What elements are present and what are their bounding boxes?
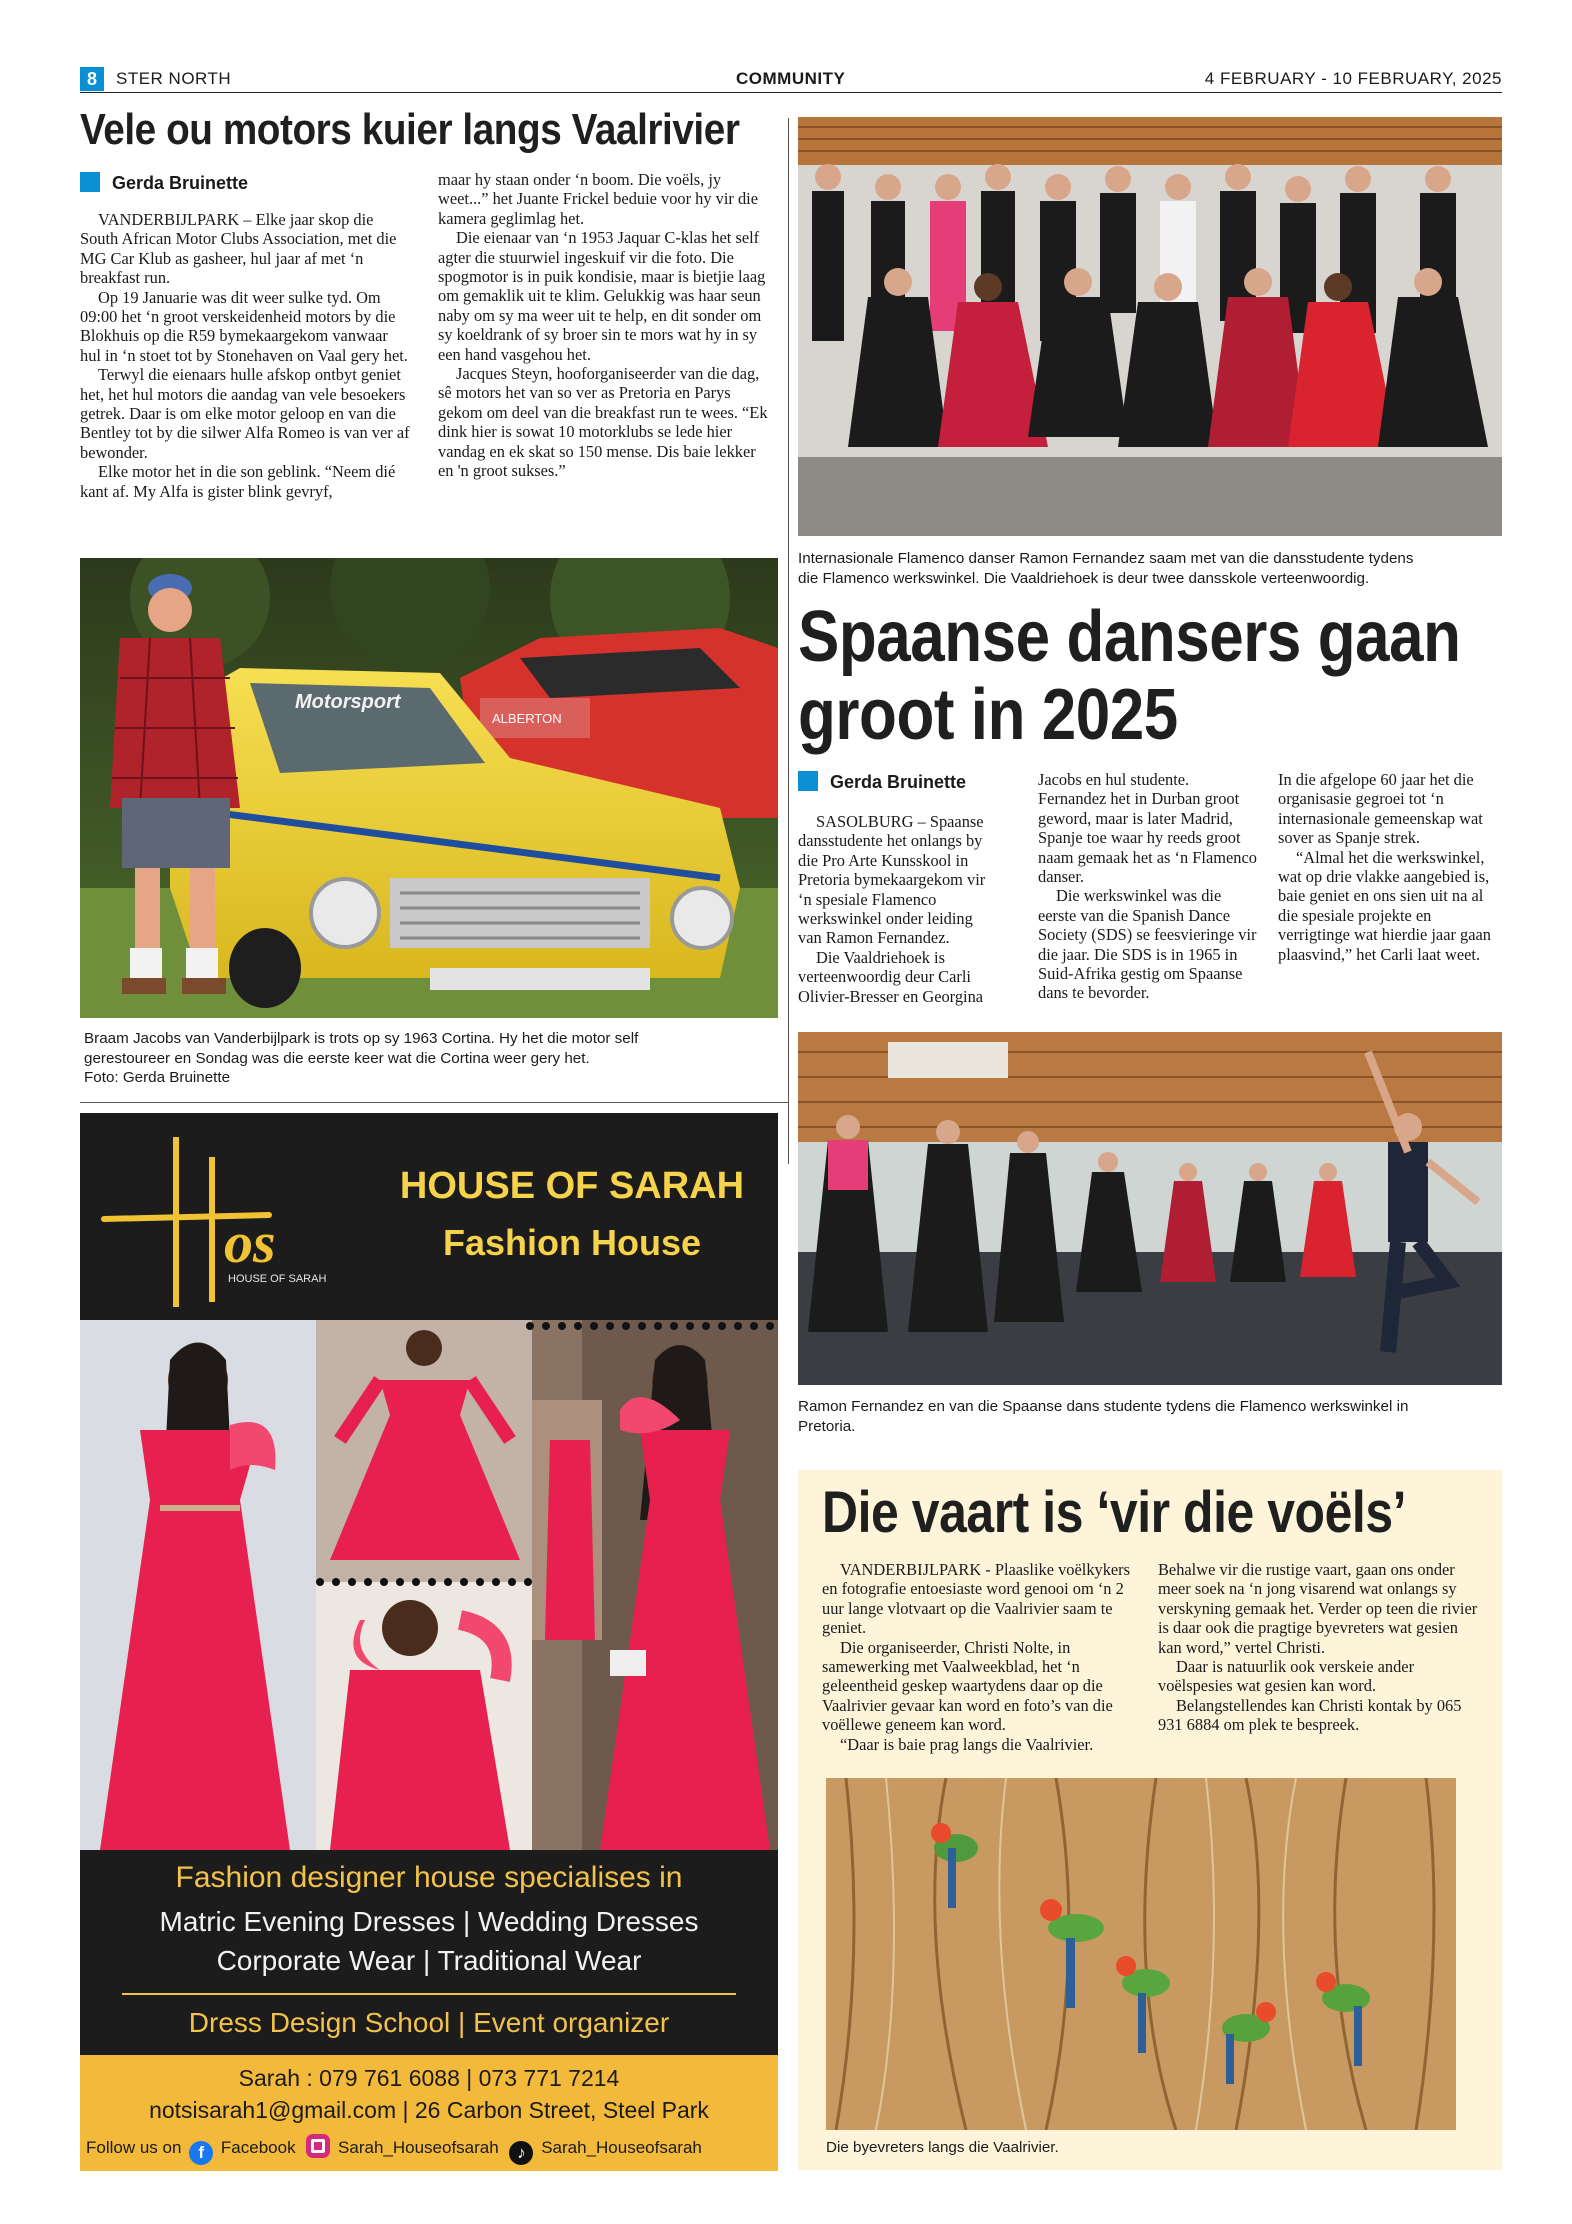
section-divider bbox=[80, 1102, 788, 1103]
instagram-label: Sarah_Houseofsarah bbox=[338, 2138, 499, 2157]
advert-services-line-1: Matric Evening Dresses | Wedding Dresses bbox=[159, 1906, 699, 1937]
paragraph: Jacques Steyn, hooforganiseerder van die dag, sê motors het van so ver as Pretoria en Parys gekom om deel van die breakfast run te wees. “Ek dink hier is sowat 10 motorklubs se lede hier vandag en ek skat so 150 mense. Dis baie lekker en 'n groot sukses.” bbox=[438, 364, 768, 481]
article1-column-2 bbox=[438, 170, 770, 481]
dress-photo-collage bbox=[80, 1320, 778, 1850]
byline-author: Gerda Bruinette bbox=[830, 772, 967, 792]
paragraph: “Daar is baie prag langs die Vaalrivier. bbox=[840, 1734, 1094, 1754]
advert-social-row bbox=[86, 2133, 776, 2163]
advert-tagline: Fashion designer house specialises in bbox=[175, 1861, 683, 1894]
paragraph: Behalwe vir die rustige vaart, gaan ons onder meer soek na ‘n jong visarend wat onlangs sy verskyning gemaak het. Verder op teen die rivier is daar ook die pragtige byevreters wat gesien kan word,” vertel Christi. bbox=[1158, 1560, 1478, 1657]
byline-author: Gerda Bruinette bbox=[112, 173, 249, 193]
paragraph: Belangstellendes kan Christi kontak by 065 931 6884 om plek te bespreek. bbox=[1158, 1695, 1462, 1735]
caption-credit: Foto: Gerda Bruinette bbox=[84, 1069, 231, 1086]
caption-line: Internasionale Flamenco danser Ramon Fernandez saam met van die dansstudente tydens bbox=[798, 550, 1414, 567]
flamenco-workshop-photo bbox=[798, 1032, 1502, 1385]
house-of-sarah-advert bbox=[80, 1113, 778, 2171]
header-rule bbox=[80, 92, 1502, 93]
dress-photos-illustration bbox=[80, 1320, 778, 1850]
flamenco-workshop-illustration bbox=[798, 1032, 1502, 1385]
paragraph: VANDERBIJLPARK – Elke jaar skop die South African Motor Clubs Association, met die MG Car Klub as gasheer, hul jaar af met ‘n breakfast run. bbox=[80, 210, 397, 288]
article2-column-2 bbox=[1038, 770, 1258, 1003]
advert-services-line-3: Dress Design School | Event organizer bbox=[188, 2007, 670, 2038]
advert-divider bbox=[122, 1993, 736, 1995]
bee-eaters-caption: Die byevreters langs die Vaalrivier. bbox=[826, 2139, 1059, 2156]
logo-subtitle: HOUSE OF SARAH bbox=[228, 1273, 327, 1285]
article3-column-1 bbox=[822, 1560, 1144, 1754]
paragraph: In die afgelope 60 jaar het die organisasie gegroei tot ‘n internasionale gemeenskap wat sover as Spanje strek. bbox=[1278, 770, 1483, 848]
column-divider bbox=[788, 118, 789, 1164]
flamenco-group-caption bbox=[798, 549, 1502, 588]
paragraph: SASOLBURG – Spaanse dansstudente het onlangs by die Pro Arte Kunsskool in Pretoria bymekaargekom vir ‘n spesiale Flamenco werkswinkel onder leiding van Ramon Fernandez. bbox=[798, 812, 986, 948]
facebook-icon: f bbox=[189, 2141, 213, 2165]
caption-line: die Flamenco werkswinkel. Die Vaaldriehoek is deur twee dansskole verteenwoordig. bbox=[798, 569, 1370, 587]
flamenco-workshop-caption bbox=[798, 1397, 1502, 1436]
advert-title: HOUSE OF SARAH bbox=[399, 1165, 745, 1207]
headline-line: Spaanse dansers gaan bbox=[798, 597, 1461, 677]
paragraph: Die eienaar van ‘n 1953 Jaquar C-klas het self agter die stuurwiel ingeskuif vir die foto. Die spogmotor is in puik kondisie, maar is bietjie laag om gemaklik uit te klim. Gelukkig was haar seun naby om sy ma weer uit te help, en dit sonder om sy koeldrank of sy broer sin te mors wat hy in sy een hand vasgehou het. bbox=[438, 228, 766, 364]
house-of-sarah-logo bbox=[94, 1127, 374, 1317]
paragraph: Terwyl die eienaars hulle afskop ontbyt geniet het, het hul motors die aandag van vele besoekers getrek. Daar is om elke motor geloop en van die Bentley tot by die silwer Alfa Romeo is van ver af bewonder. bbox=[80, 365, 410, 462]
paragraph: Daar is natuurlik ook verskeie ander voëlspesies wat gesien kan word. bbox=[1158, 1657, 1415, 1696]
article3-column-2 bbox=[1158, 1560, 1480, 1735]
instagram-icon bbox=[306, 2134, 330, 2158]
advert-contact-band bbox=[80, 2055, 778, 2171]
caption-line: Pretoria. bbox=[798, 1417, 856, 1435]
issue-date: 4 FEBRUARY - 10 FEBRUARY, 2025 bbox=[1204, 69, 1502, 88]
dealer-sign-text: ALBERTON bbox=[492, 711, 562, 726]
flamenco-group-illustration bbox=[798, 117, 1502, 536]
tiktok-icon: ♪ bbox=[509, 2141, 533, 2165]
bee-eaters-illustration bbox=[826, 1778, 1456, 2130]
cortina-photo-caption bbox=[84, 1029, 774, 1088]
bee-eaters-photo bbox=[826, 1778, 1456, 2130]
paragraph: Elke motor het in die son geblink. “Neem dié kant af. My Alfa is gister blink gevryf, bbox=[80, 462, 396, 501]
tiktok-label: Sarah_Houseofsarah bbox=[541, 2138, 702, 2157]
facebook-label: Facebook bbox=[220, 2138, 296, 2157]
publication-name: STER NORTH bbox=[116, 69, 232, 88]
byline-marker bbox=[798, 771, 818, 791]
article2-column-3 bbox=[1278, 770, 1502, 964]
byline-marker bbox=[80, 172, 100, 192]
paragraph: maar hy staan onder ‘n boom. Die voëls, jy weet...” het Juante Frickel beduie voor hy vir die kamera geglimlag het. bbox=[438, 170, 758, 228]
birds-article-box bbox=[798, 1470, 1502, 2170]
paragraph: “Almal het die werkswinkel, wat op drie vlakke aangebied is, baie geniet en ons sien uit na al die spesiale projekte en verrigtinge wat hierdie jaar gaan plaasvind,” het Carli laat weet. bbox=[1278, 847, 1491, 964]
paragraph: Die werkswinkel was die eerste van die Spanish Dance Society (SDS) se feesvieringe vir die jaar. Die SDS is in 1965 in Suid-Afrika gestig om Spaanse dans te bevorder. bbox=[1038, 886, 1257, 1003]
logo-letters: os bbox=[224, 1210, 276, 1275]
article1-column-1 bbox=[80, 210, 412, 501]
article1-headline: Vele ou motors kuier langs Vaalrivier bbox=[80, 105, 740, 154]
caption-line: Ramon Fernandez en van die Spaanse dans studente tydens die Flamenco werkswinkel in bbox=[798, 1398, 1409, 1415]
windscreen-sticker-text: Motorsport bbox=[295, 691, 401, 713]
paragraph: Op 19 Januarie was dit weer sulke tyd. Om 09:00 het ‘n groot verskeidenheid motors by die Blokhuis op die R59 bymekaargekom vanwaar hul in ‘n stoet tot by Stonehaven on Vaal gery het. bbox=[80, 287, 408, 365]
article1-byline bbox=[80, 171, 248, 195]
caption-line: Braam Jacobs van Vanderbijlpark is trots op sy 1963 Cortina. Hy het die motor self bbox=[84, 1030, 639, 1047]
page-number: 8 bbox=[80, 67, 104, 91]
logo-mark-icon bbox=[94, 1127, 374, 1317]
advert-subtitle: Fashion House bbox=[442, 1222, 702, 1263]
advert-services-line-2: Corporate Wear | Traditional Wear bbox=[216, 1945, 642, 1976]
paragraph: Jacobs en hul studente. Fernandez het in Durban groot geword, maar is later Madrid, Spanje toe waar hy reeds groot naam gemaak het as ‘n Flamenco danser. bbox=[1038, 770, 1257, 887]
caption-line: gerestoureer en Sondag was die eerste keer wat die Cortina weer gery het. bbox=[84, 1049, 590, 1067]
paragraph: VANDERBIJLPARK - Plaaslike voëlkykers en fotografie entoesiaste word genooi om ‘n 2 uur lange vlotvaart op die Vaalrivier saam te geniet. bbox=[822, 1560, 1131, 1638]
headline-line: groot in 2025 bbox=[798, 675, 1178, 755]
paragraph: Die organiseerder, Christi Nolte, in samewerking met Vaalweekblad, het ‘n geleentheid geskep waartydens daar op die Vaalrivier gevaar kan word en foto’s van die voëllewe geneem kan word. bbox=[822, 1637, 1113, 1735]
cortina-photo bbox=[80, 558, 778, 1018]
article2-headline bbox=[798, 598, 1461, 754]
article2-byline bbox=[798, 770, 966, 794]
follow-label: Follow us on bbox=[86, 2138, 182, 2157]
article3-headline: Die vaart is ‘vir die voëls’ bbox=[822, 1480, 1407, 1545]
advert-phone: Sarah : 079 761 6088 | 073 771 7214 bbox=[238, 2065, 620, 2091]
section-title: COMMUNITY bbox=[736, 69, 846, 88]
flamenco-group-photo bbox=[798, 117, 1502, 536]
advert-email-address: notsisarah1@gmail.com | 26 Carbon Street, Steel Park bbox=[149, 2097, 709, 2123]
article2-column-1 bbox=[798, 812, 1000, 1006]
cortina-photo-illustration bbox=[80, 558, 778, 1018]
paragraph: Die Vaaldriehoek is verteenwoordig deur Carli Olivier-Bresser en Georgina bbox=[798, 947, 984, 1006]
